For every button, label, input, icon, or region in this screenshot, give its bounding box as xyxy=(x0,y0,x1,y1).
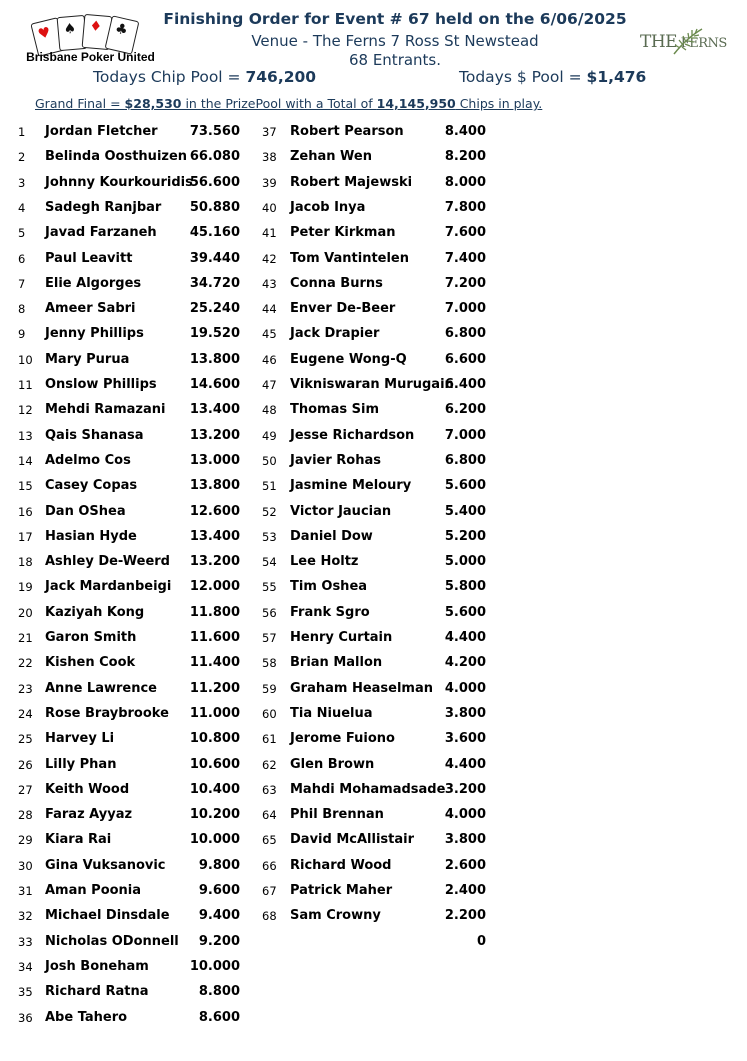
finish-position: 47 xyxy=(262,378,277,392)
result-row xyxy=(0,274,747,294)
result-row xyxy=(0,704,747,724)
player-name: Robert Majewski xyxy=(290,174,413,190)
player-name: Nicholas ODonnell xyxy=(45,933,179,949)
chip-count: 12.600 xyxy=(189,503,240,519)
grand-final-middle: in the PrizePool with a Total of xyxy=(181,96,377,111)
chip-count: 11.400 xyxy=(189,655,240,671)
player-name: Lilly Phan xyxy=(45,756,117,772)
chip-count: 9.400 xyxy=(198,908,240,924)
chip-count: 7.800 xyxy=(444,199,486,215)
result-row xyxy=(0,881,747,901)
chip-count: 13.200 xyxy=(189,554,240,570)
chip-count: 56.600 xyxy=(189,174,240,190)
chip-count: 11.000 xyxy=(189,705,240,721)
finish-position: 55 xyxy=(262,580,277,595)
finish-position: 14 xyxy=(18,453,33,468)
chip-count: 34.720 xyxy=(189,275,240,291)
chip-count: 10.600 xyxy=(189,756,240,772)
the-ferns-logo xyxy=(640,28,736,56)
player-name: Sadegh Ranjbar xyxy=(45,199,162,215)
result-row xyxy=(0,122,747,142)
player-name: Mehdi Ramazani xyxy=(45,402,166,418)
finish-position: 36 xyxy=(18,1010,33,1025)
chip-count: 10.800 xyxy=(189,731,240,747)
chip-count: 5.800 xyxy=(444,579,486,595)
player-name: Onslow Phillips xyxy=(45,377,157,392)
finish-position: 50 xyxy=(262,453,277,468)
finish-position: 40 xyxy=(262,200,277,215)
player-name: Josh Boneham xyxy=(45,958,149,974)
player-name: Keith Wood xyxy=(45,781,130,797)
chip-count: 2.600 xyxy=(444,857,486,873)
result-row xyxy=(0,451,747,471)
result-row xyxy=(0,249,747,269)
chip-count: 19.520 xyxy=(189,326,240,342)
player-name: Kaziyah Kong xyxy=(45,604,145,620)
chip-count: 13.800 xyxy=(189,478,240,494)
chip-count: 10.000 xyxy=(189,832,240,848)
result-row xyxy=(0,426,747,446)
finish-position: 19 xyxy=(18,580,33,595)
finish-position: 28 xyxy=(18,808,33,823)
finish-position: 10 xyxy=(18,352,33,367)
chip-count: 5.600 xyxy=(444,604,486,620)
chip-count: 13.000 xyxy=(189,452,240,468)
finish-position: 42 xyxy=(262,251,277,266)
chip-count: 6.800 xyxy=(444,326,486,342)
finish-position: 63 xyxy=(262,782,277,797)
chip-count: 4.000 xyxy=(444,680,486,696)
finish-position: 62 xyxy=(262,757,277,772)
finish-position: 12 xyxy=(18,403,33,418)
player-name: Ashley De-Weerd xyxy=(45,554,170,570)
chip-count: 6.600 xyxy=(444,351,486,367)
player-name: Kiara Rai xyxy=(45,832,112,848)
player-name: Lee Holtz xyxy=(290,554,359,570)
chip-count: 73.560 xyxy=(189,124,240,139)
player-name: Gina Vuksanovic xyxy=(45,857,166,873)
chip-count: 7.000 xyxy=(444,301,486,317)
result-row xyxy=(0,198,747,218)
player-name: Michael Dinsdale xyxy=(45,908,170,924)
finish-position: 22 xyxy=(18,656,33,671)
chip-count: 14.600 xyxy=(189,377,240,392)
player-name: Casey Copas xyxy=(45,478,138,494)
brand-name: Brisbane Poker United xyxy=(26,50,155,64)
player-name: Jordan Fletcher xyxy=(45,124,158,139)
chip-count: 7.200 xyxy=(444,275,486,291)
finish-position: 9 xyxy=(18,327,26,342)
chip-count: 2.200 xyxy=(444,908,486,924)
finish-position: 64 xyxy=(262,808,277,823)
finish-position: 66 xyxy=(262,858,277,873)
finish-position: 34 xyxy=(18,959,33,974)
result-row xyxy=(0,628,747,648)
finish-position: 15 xyxy=(18,479,33,494)
player-name: Adelmo Cos xyxy=(45,452,131,468)
player-name: Jesse Richardson xyxy=(290,427,415,443)
finish-position: 17 xyxy=(18,529,33,544)
result-row xyxy=(0,476,747,496)
finish-position: 67 xyxy=(262,884,277,898)
venue-line: Venue - The Ferns 7 Ross St Newstead xyxy=(251,32,539,50)
finish-position: 5 xyxy=(18,226,26,241)
player-name: Vikniswaran Murugain xyxy=(290,377,454,392)
result-row xyxy=(0,577,747,597)
result-row xyxy=(0,982,747,1002)
finish-position: 30 xyxy=(18,858,33,873)
grand-final-chips: 14,145,950 xyxy=(376,96,456,111)
player-name: Abe Tahero xyxy=(45,1009,128,1025)
chip-count: 5.400 xyxy=(444,503,486,519)
cash-pool-value: $1,476 xyxy=(586,68,647,86)
finish-position: 44 xyxy=(262,302,277,317)
player-name: Jack Drapier xyxy=(290,326,380,342)
player-name: Tim Oshea xyxy=(290,579,368,595)
result-row xyxy=(0,957,747,977)
chip-count: 13.400 xyxy=(189,402,240,418)
finish-position: 6 xyxy=(18,251,26,266)
finish-position: 21 xyxy=(18,631,33,645)
result-row xyxy=(0,932,747,952)
finish-position: 51 xyxy=(262,479,277,494)
player-name: Peter Kirkman xyxy=(290,225,396,241)
page-header xyxy=(0,0,747,120)
player-name: Graham Heaselman xyxy=(290,680,434,696)
cash-pool-label: Todays $ Pool = xyxy=(459,68,587,86)
grand-final-prize: $28,530 xyxy=(124,96,182,111)
chip-count: 7.400 xyxy=(444,250,486,266)
result-row xyxy=(0,147,747,167)
chip-count: 8.600 xyxy=(198,1009,240,1025)
finish-position: 58 xyxy=(262,656,277,671)
chip-count: 9.600 xyxy=(198,883,240,898)
result-row xyxy=(0,603,747,623)
finish-position: 60 xyxy=(262,706,277,721)
chip-count: 8.400 xyxy=(444,124,486,139)
player-name: Hasian Hyde xyxy=(45,528,137,544)
chip-count: 8.000 xyxy=(444,174,486,190)
finish-position: 1 xyxy=(18,125,26,139)
chip-count: 25.240 xyxy=(189,301,240,317)
finish-position: 43 xyxy=(262,276,277,291)
player-name: Tom Vantintelen xyxy=(290,250,410,266)
finish-position: 49 xyxy=(262,428,277,443)
player-name: Glen Brown xyxy=(290,756,375,772)
grand-final-summary xyxy=(35,96,542,111)
chip-pool-summary xyxy=(93,68,316,86)
finish-position: 7 xyxy=(18,276,26,291)
ferns-logo-text: THE FERNS xyxy=(640,32,727,52)
chip-count: 8.200 xyxy=(444,149,486,165)
finish-position: 26 xyxy=(18,757,33,772)
player-name: Victor Jaucian xyxy=(290,503,392,519)
finish-position: 45 xyxy=(262,327,277,342)
result-row xyxy=(0,223,747,243)
result-row xyxy=(0,780,747,800)
finish-position: 35 xyxy=(18,985,33,1000)
finish-position: 31 xyxy=(18,884,33,898)
chip-count: 8.800 xyxy=(198,984,240,1000)
chip-count: 4.400 xyxy=(444,756,486,772)
finish-position: 68 xyxy=(262,909,277,924)
finish-position: 23 xyxy=(18,681,33,696)
grand-final-prefix: Grand Final = xyxy=(35,96,125,111)
page-title: Finishing Order for Event # 67 held on the 6/06/2025 xyxy=(163,10,627,28)
chip-count: 5.200 xyxy=(444,528,486,544)
player-name: Jenny Phillips xyxy=(45,326,144,342)
player-name: Faraz Ayyaz xyxy=(45,807,133,823)
chip-count: 9.800 xyxy=(198,857,240,873)
player-name: Mahdi Mohamadsade xyxy=(290,781,446,797)
player-name: Dan OShea xyxy=(45,503,126,519)
player-name: Mary Purua xyxy=(45,351,130,367)
result-row xyxy=(0,1008,747,1028)
cash-pool-summary xyxy=(459,68,646,86)
chip-count: 6.800 xyxy=(444,452,486,468)
chip-count: 10.400 xyxy=(189,781,240,797)
chip-count: 2.400 xyxy=(444,883,486,898)
player-name: Conna Burns xyxy=(290,275,383,291)
result-row xyxy=(0,906,747,926)
player-name: Ameer Sabri xyxy=(45,301,136,317)
chip-count: 6.200 xyxy=(444,402,486,418)
player-name: Javad Farzaneh xyxy=(45,225,157,241)
finish-position: 32 xyxy=(18,909,33,924)
chip-count: 9.200 xyxy=(198,933,240,949)
player-name: Jasmine Meloury xyxy=(290,478,412,494)
player-name: Johnny Kourkouridis xyxy=(45,174,193,190)
result-row xyxy=(0,805,747,825)
result-row xyxy=(0,527,747,547)
result-row xyxy=(0,375,747,395)
finish-position: 59 xyxy=(262,681,277,696)
chip-count: 10.200 xyxy=(189,807,240,823)
player-name: Tia Niuelua xyxy=(290,705,373,721)
player-name: Belinda Oosthuizen xyxy=(45,149,188,165)
result-row xyxy=(0,173,747,193)
chip-count: 4.400 xyxy=(444,630,486,645)
player-name: Eugene Wong-Q xyxy=(290,351,407,367)
chip-count: 66.080 xyxy=(189,149,240,165)
chip-count: 11.600 xyxy=(189,630,240,645)
player-name: Brian Mallon xyxy=(290,655,383,671)
player-name: Kishen Cook xyxy=(45,655,136,671)
chip-count: 3.800 xyxy=(444,832,486,848)
finish-position: 13 xyxy=(18,428,33,443)
chip-count: 5.000 xyxy=(444,554,486,570)
result-row xyxy=(0,350,747,370)
chip-count: 3.200 xyxy=(444,781,486,797)
player-name: Henry Curtain xyxy=(290,630,393,645)
playing-cards-icon: ♥ ♠ ♦ ♣ xyxy=(28,14,148,50)
chip-count: 39.440 xyxy=(189,250,240,266)
player-name: Frank Sgro xyxy=(290,604,370,620)
finish-position: 27 xyxy=(18,782,33,797)
player-name: Thomas Sim xyxy=(290,402,380,418)
player-name: Jerome Fuiono xyxy=(290,731,395,747)
finish-position: 20 xyxy=(18,605,33,620)
chip-count: 7.000 xyxy=(444,427,486,443)
player-name: Phil Brennan xyxy=(290,807,384,823)
player-name: Javier Rohas xyxy=(290,452,381,468)
player-name: Harvey Li xyxy=(45,731,115,747)
finish-position: 56 xyxy=(262,605,277,620)
chip-count: 6.400 xyxy=(444,377,486,392)
player-name: Jack Mardanbeigi xyxy=(45,579,172,595)
chip-count: 10.000 xyxy=(189,958,240,974)
chip-count: 5.600 xyxy=(444,478,486,494)
fern-leaf-icon xyxy=(670,26,704,56)
finish-position: 8 xyxy=(18,302,26,317)
chip-pool-label: Todays Chip Pool = xyxy=(93,68,246,86)
result-row xyxy=(0,856,747,876)
player-name: Jacob Inya xyxy=(290,199,366,215)
player-name: Richard Wood xyxy=(290,857,392,873)
grand-final-suffix: Chips in play. xyxy=(455,96,543,111)
result-row xyxy=(0,324,747,344)
player-name: Robert Pearson xyxy=(290,124,404,139)
chip-count: 12.000 xyxy=(189,579,240,595)
finish-position: 41 xyxy=(262,226,277,241)
chip-pool-value: 746,200 xyxy=(245,68,317,86)
player-name: David McAllistair xyxy=(290,832,414,848)
finish-position: 11 xyxy=(18,378,33,392)
chip-count: 3.800 xyxy=(444,705,486,721)
finish-position: 37 xyxy=(262,125,277,139)
chip-count: 4.000 xyxy=(444,807,486,823)
result-row xyxy=(0,400,747,420)
player-name: Paul Leavitt xyxy=(45,250,133,266)
player-name: Anne Lawrence xyxy=(45,680,157,696)
finish-position: 4 xyxy=(18,200,26,215)
chip-count: 4.200 xyxy=(444,655,486,671)
chip-count: 11.800 xyxy=(189,604,240,620)
player-name: Qais Shanasa xyxy=(45,427,144,443)
result-row xyxy=(0,755,747,775)
finish-position: 57 xyxy=(262,631,277,645)
entrants-count: 68 Entrants. xyxy=(348,51,442,69)
finish-position: 61 xyxy=(262,732,277,747)
result-row xyxy=(0,729,747,749)
result-row xyxy=(0,679,747,699)
chip-count: 11.200 xyxy=(189,680,240,696)
player-name: Zehan Wen xyxy=(290,149,372,165)
player-name: Elie Algorges xyxy=(45,275,142,291)
finish-position: 25 xyxy=(18,732,33,747)
chip-count: 3.600 xyxy=(444,731,486,747)
chip-count: 7.600 xyxy=(444,225,486,241)
player-name: Patrick Maher xyxy=(290,883,393,898)
finish-position: 29 xyxy=(18,833,33,848)
finish-position: 46 xyxy=(262,352,277,367)
finish-position: 53 xyxy=(262,529,277,544)
result-row xyxy=(0,830,747,850)
result-row xyxy=(0,552,747,572)
chip-count: 13.800 xyxy=(189,351,240,367)
finish-position: 16 xyxy=(18,504,33,519)
finish-position: 3 xyxy=(18,175,26,190)
chip-count: 13.400 xyxy=(189,528,240,544)
player-name: Enver De-Beer xyxy=(290,301,396,317)
finish-position: 2 xyxy=(18,150,26,165)
finish-position: 24 xyxy=(18,706,33,721)
chip-count: 0 xyxy=(476,933,486,949)
player-name: Daniel Dow xyxy=(290,528,373,544)
finish-position: 33 xyxy=(18,934,33,949)
result-row xyxy=(0,653,747,673)
result-row xyxy=(0,502,747,522)
player-name: Aman Poonia xyxy=(45,883,142,898)
player-name: Rose Braybrooke xyxy=(45,705,169,721)
finish-position: 38 xyxy=(262,150,277,165)
player-name: Richard Ratna xyxy=(45,984,149,1000)
chip-count: 45.160 xyxy=(189,225,240,241)
player-name: Garon Smith xyxy=(45,630,137,645)
finish-position: 39 xyxy=(262,175,277,190)
finish-position: 54 xyxy=(262,555,277,570)
chip-count: 13.200 xyxy=(189,427,240,443)
finish-position: 48 xyxy=(262,403,277,418)
finish-position: 52 xyxy=(262,504,277,519)
finish-position: 65 xyxy=(262,833,277,848)
player-name: Sam Crowny xyxy=(290,908,381,924)
result-row xyxy=(0,299,747,319)
chip-count: 50.880 xyxy=(189,199,240,215)
finish-position: 18 xyxy=(18,555,33,570)
